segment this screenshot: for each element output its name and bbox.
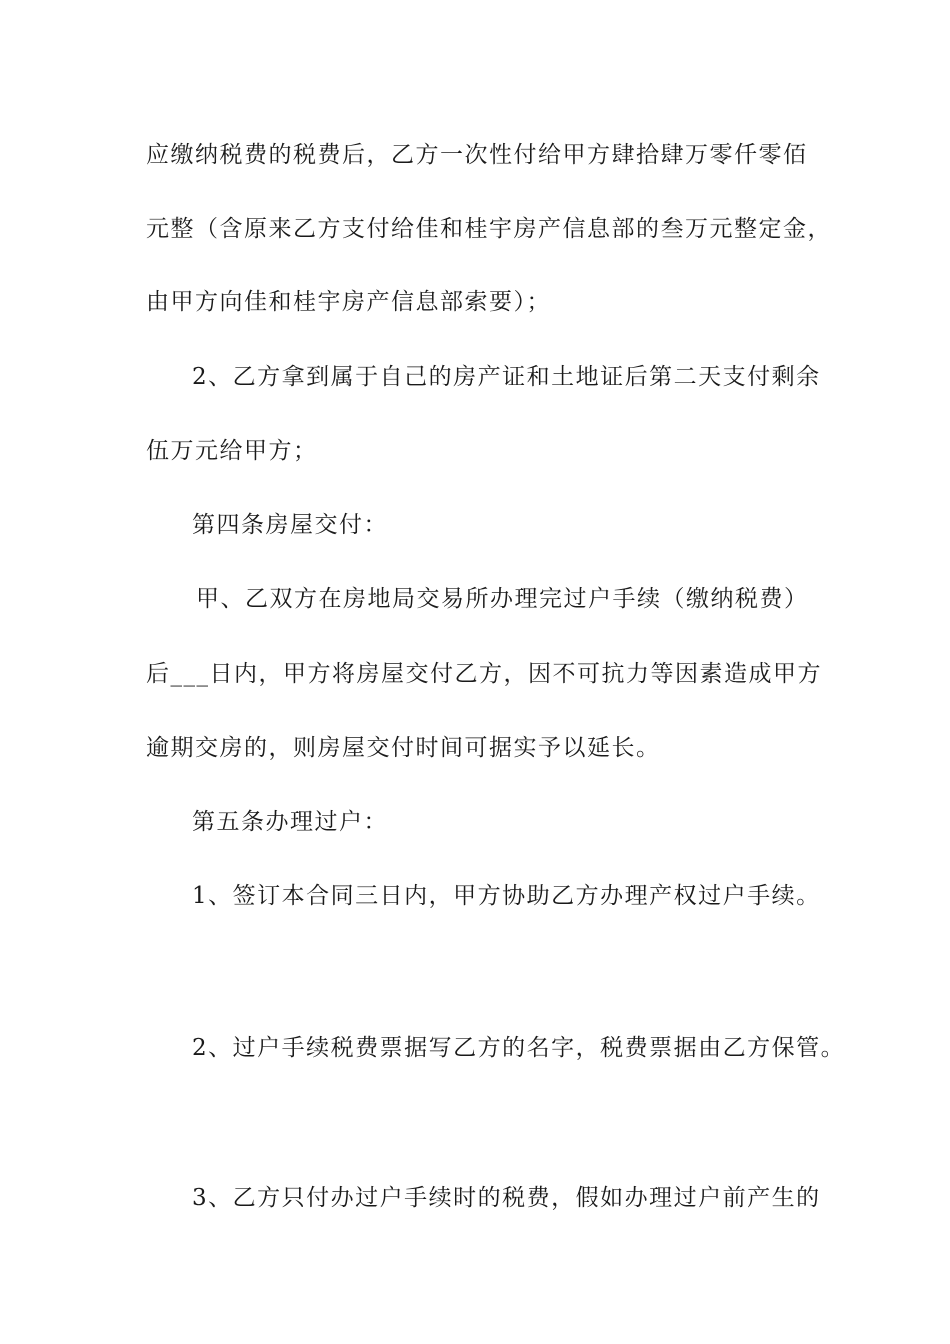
paragraph-line: 由甲方向佳和桂宇房产信息部索要）； — [146, 289, 551, 315]
paragraph-line: 逾期交房的，则房屋交付时间可据实予以延长。 — [146, 735, 661, 761]
paragraph-line: 后___日内，甲方将房屋交付乙方，因不可抗力等因素造成甲方 — [146, 661, 822, 687]
paragraph-line: 2、乙方拿到属于自己的房产证和土地证后第二天支付剩余 — [192, 364, 821, 390]
section-heading: 第五条办理过户： — [192, 809, 388, 835]
paragraph-line: 应缴纳税费的税费后，乙方一次性付给甲方肆拾肆万零仟零佰 — [146, 142, 808, 168]
paragraph-line: 1、签订本合同三日内，甲方协助乙方办理产权过户手续。 — [192, 883, 821, 909]
paragraph-line: 3、乙方只付办过户手续时的税费，假如办理过户前产生的 — [192, 1185, 821, 1211]
paragraph-line: 伍万元给甲方； — [146, 438, 318, 464]
paragraph-line: 2、过户手续税费票据写乙方的名字，税费票据由乙方保管。 — [192, 1035, 846, 1061]
paragraph-line: 甲、乙双方在房地局交易所办理完过户手续（缴纳税费） — [196, 586, 809, 612]
paragraph-line: 元整（含原来乙方支付给佳和桂宇房产信息部的叁万元整定金， — [146, 216, 832, 242]
section-heading: 第四条房屋交付： — [192, 512, 388, 538]
